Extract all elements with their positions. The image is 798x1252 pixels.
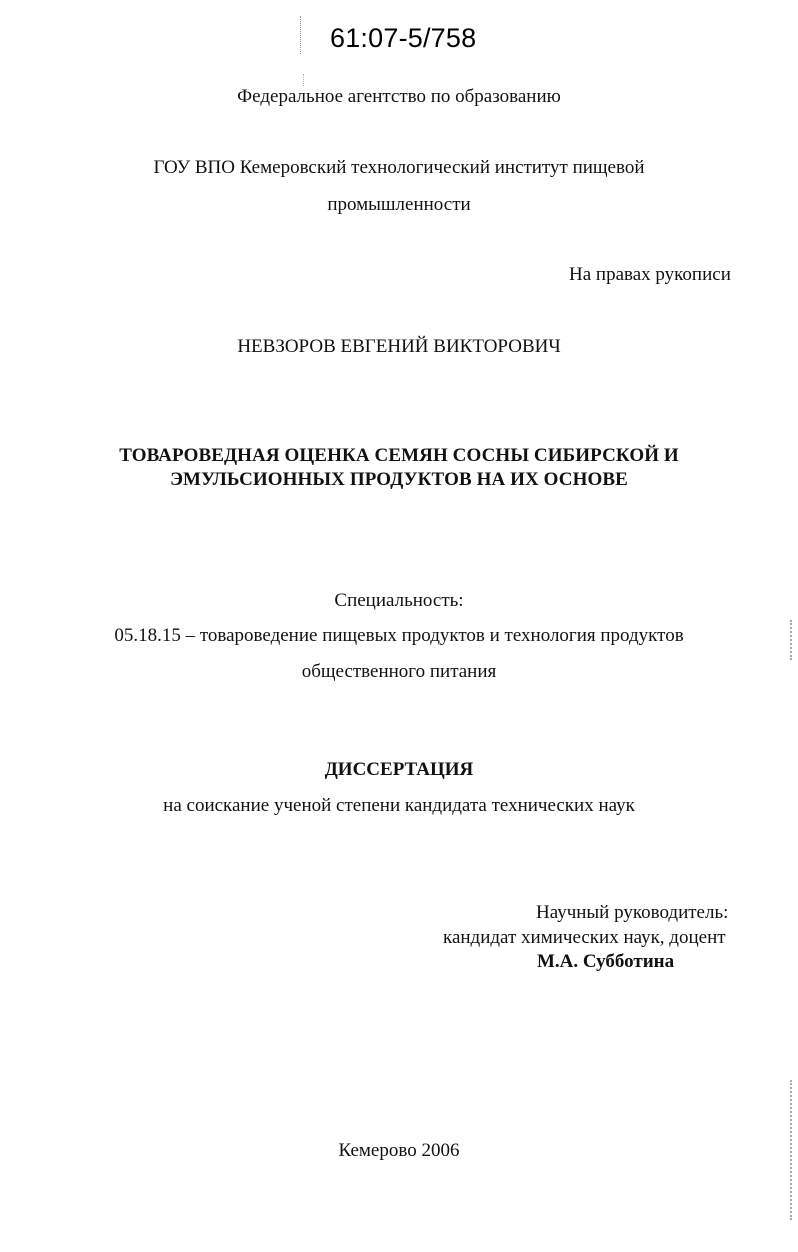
supervisor-rank: кандидат химических наук, доцент (443, 927, 726, 948)
thesis-title-line-1: ТОВАРОВЕДНАЯ ОЦЕНКА СЕМЯН СОСНЫ СИБИРСКОЙ И (119, 445, 679, 466)
place-year: Кемерово 2006 (338, 1140, 460, 1161)
supervisor-name: М.А. Субботина (537, 951, 675, 972)
author-name: НЕВЗОРОВ ЕВГЕНИЙ ВИКТОРОВИЧ (237, 336, 561, 357)
work-type-heading: ДИССЕРТАЦИЯ (324, 759, 474, 780)
catalog-stamp: 61:07-5/758 (330, 23, 477, 53)
specialty-label: Специальность: (334, 590, 464, 611)
institution-line-2: промышленности (327, 194, 471, 215)
scan-artifact (300, 16, 302, 54)
agency-name: Федеральное агентство по образованию (237, 86, 561, 107)
institution-line-1: ГОУ ВПО Кемеровский технологический институт пищевой (153, 157, 645, 178)
scan-artifact (303, 74, 305, 86)
manuscript-rights: На правах рукописи (569, 264, 731, 285)
specialty-line-1: 05.18.15 – товароведение пищевых продуктов и технология продуктов (114, 625, 684, 646)
degree-line: на соискание ученой степени кандидата технических наук (163, 795, 635, 816)
specialty-line-2: общественного питания (301, 661, 497, 682)
thesis-title-line-2: ЭМУЛЬСИОННЫХ ПРОДУКТОВ НА ИХ ОСНОВЕ (170, 469, 628, 490)
supervisor-label: Научный руководитель: (536, 902, 729, 923)
